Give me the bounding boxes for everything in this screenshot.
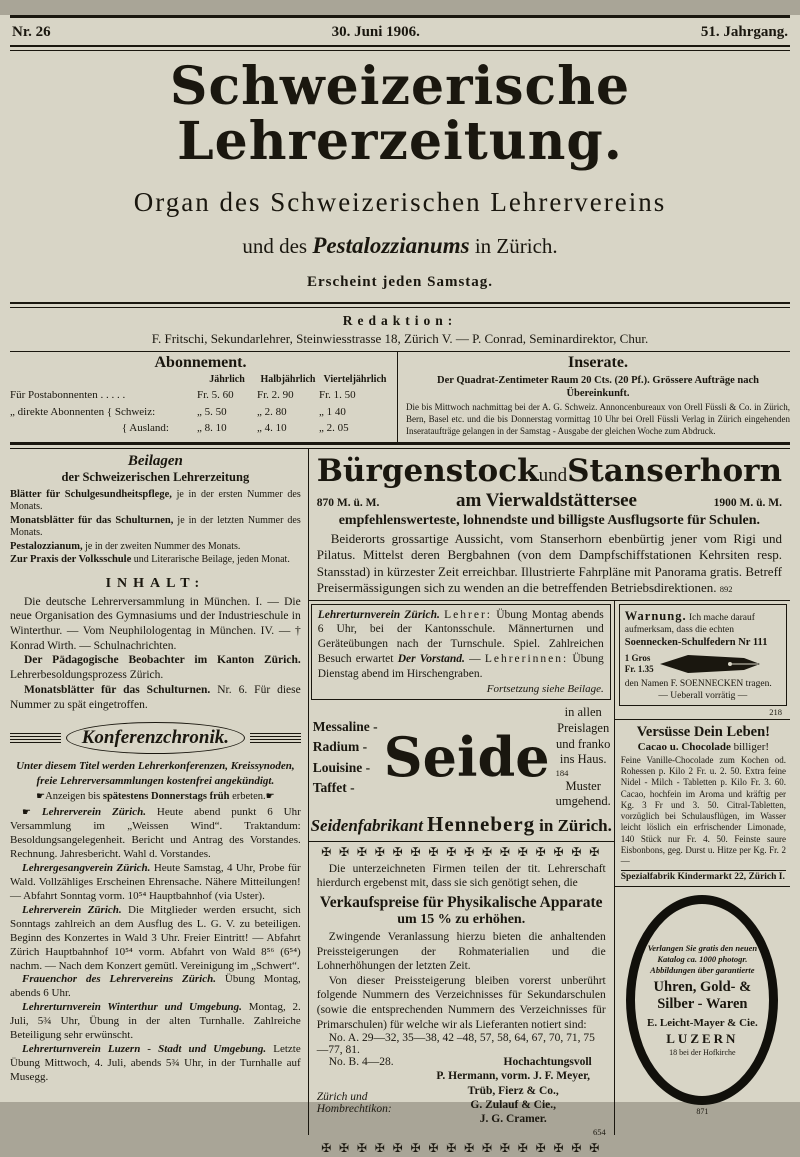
fabrikant-label: Seidenfabrikant <box>310 815 423 835</box>
place-line: Zürich und <box>316 1091 368 1104</box>
ad-number: 871 <box>696 1106 709 1116</box>
item-text: je in der letzten Nummer des Monats. <box>10 514 301 538</box>
ad-number: 184 <box>555 767 569 778</box>
ad-number: 654 <box>592 1126 606 1137</box>
masthead <box>0 56 800 291</box>
item-text: je in der ersten Nummer des Monats. <box>10 488 301 512</box>
table-header-yearly: Jährlich <box>209 374 245 386</box>
buergenstock-ad <box>309 449 790 601</box>
altitude-right: 1900 M. ü. M. <box>713 496 782 509</box>
catalog-numbers: No. A. 29—32, 35—38, 42 –48, 57, 58, 64, 67, 70, 71, 75—77, 81. <box>316 1032 595 1057</box>
ad-subheadline <box>621 741 786 753</box>
entry-lead: Lehrerverein Zürich. <box>22 903 122 916</box>
fabric-name: Taffet - <box>312 779 355 795</box>
ad-headline: Silber - Waren <box>657 995 748 1012</box>
konferenzchronik-title: Konferenzchronik. <box>66 722 245 754</box>
paragraph-lead: Monatsblätter für das Schulturnen. <box>24 683 211 696</box>
table-row-label: „ direkte Abonnenten { Schweiz: <box>10 405 156 418</box>
catalog-offer: Verlangen Sie gratis den neuen Katalog ca. 1000 photogr. Abbildungen über garantierte <box>647 942 758 975</box>
double-rule <box>10 45 790 51</box>
ad-headline: Versüsse Dein Leben! <box>636 723 770 740</box>
notice-post: erbeten. <box>229 790 266 802</box>
seide-headline: Seide <box>383 725 550 790</box>
ornament-lines <box>10 733 61 744</box>
table-cell-empty <box>10 372 197 387</box>
ad-headline: Verkaufspreise für Physikalische Apparate <box>319 894 603 912</box>
price-column <box>625 653 654 675</box>
inhalt-section <box>10 576 301 713</box>
catalog-numbers: No. B. 4—28. <box>328 1056 394 1069</box>
firm-list <box>421 1069 606 1137</box>
item-text: je in der zweiten Nummer des Monats. <box>82 540 241 552</box>
chocolade-ad <box>615 719 790 887</box>
ad-title-mid: und <box>538 464 568 486</box>
offer-text: in allen Preislagen und franko ins Haus. <box>555 705 611 767</box>
table-cell: Fr. 2. 90 <box>257 389 294 402</box>
ad-number: 218 <box>769 706 782 717</box>
ornament-cross-row: ✠ ✠ ✠ ✠ ✠ ✠ ✠ ✠ ✠ ✠ ✠ ✠ ✠ ✠ ✠ ✠ <box>321 844 602 859</box>
entry-text: Heute abend punkt 6 Uhr Versammlung im „Weissen Wind“. Traktandum: Besoldungsangelegenheit. Bericht und Antrag des Vorstandes. Rechnung. Jahresbericht. Wahl d. Vorstandes. <box>10 805 301 860</box>
item-lead: Monatsblätter für das Schulturnen, <box>10 514 174 526</box>
firm-name: G. Zulauf & Cie., <box>470 1098 557 1111</box>
entry-text: Übung Montag, abends 6 Uhr. <box>10 973 301 1000</box>
ad-headline: Uhren, Gold- & <box>653 978 752 995</box>
inserate-section <box>398 352 790 441</box>
advertising-column <box>309 449 790 1156</box>
table-cell: „ 2. 80 <box>257 405 287 418</box>
inhalt-title: INHALT: <box>105 575 206 591</box>
inhalt-paragraph <box>10 683 301 712</box>
abonnement-title: Abonnement. <box>154 354 247 372</box>
item-lead: Zur Praxis der Volksschule <box>10 554 132 565</box>
lehrerturnverein-notice <box>311 604 611 701</box>
table-cell: „ 1 40 <box>319 405 346 418</box>
table-cell: Fr. 1. 50 <box>319 389 356 402</box>
pointing-hand-icon: ☛ <box>265 790 275 802</box>
firm-name: P. Hermann, vorm. J. F. Meyer, <box>436 1070 591 1083</box>
ad-tagline: empfehlenswerteste, lohnendste und billigste Ausflugsorte für Schulen. <box>338 512 761 528</box>
ad-body-text: Beiderorts grossartige Aussicht, vom Stanserhorn ebenbürtig jener vom Rigi und Pilatus. Mittelst deren Bergbahnen (von dem Dampfschiffstationen Kehrsiten resp. Stansstad) in kürzester Zeit erreichbar. Illustrierte Fahrpläne mit Panorama gratis. Betreff Preisermässigungen sich zu wenden an die betreffenden Betriebsdirektionen. <box>316 530 782 595</box>
warning-text: den Namen F. SOENNECKEN tragen. <box>624 678 772 689</box>
table-cell: „ 8. 10 <box>197 422 227 435</box>
lake-name: am Vierwaldstättersee <box>456 489 637 511</box>
entry-text: Letzte Übung Mittwoch, 4. Juli, abends 5¾ Uhr, in der Turnhalle auf Musegg. <box>10 1043 301 1084</box>
table-header-quarter: Vierteljährlich <box>323 374 387 386</box>
issue-date: 30. Juni 1906. <box>331 24 420 40</box>
abonnement-table <box>10 372 391 437</box>
warning-line <box>625 608 781 637</box>
closing-formula: Hochachtungsvoll <box>503 1056 592 1069</box>
signature-place <box>317 1091 421 1115</box>
konferenz-entry <box>10 806 301 862</box>
city-label: in Zürich. <box>539 815 612 835</box>
editorial-column <box>10 449 309 1135</box>
ad-subheadline: um 15 % zu erhöhen. <box>397 912 526 928</box>
pesta-name: Pestalozzianums <box>312 233 470 259</box>
konferenz-entry <box>10 1001 301 1043</box>
warning-text: Ich mache darauf aufmerksam, dass die echten <box>624 612 755 635</box>
entry-lead: Lehrerturnverein Winterthur und Umgebung. <box>22 1001 242 1014</box>
ad-body <box>317 531 782 597</box>
table-row-label: { Ausland: <box>121 422 169 435</box>
paragraph-text: Lehrerbesoldungsprozess Zürich. <box>10 669 164 682</box>
konferenz-notice <box>10 791 301 802</box>
item-lead: Pestalozzianum, <box>10 540 83 552</box>
lehrerinnen-label: Lehrerinnen: <box>484 653 569 666</box>
sub-rest: billiger! <box>730 740 770 753</box>
beilagen-item <box>10 488 301 514</box>
firm-name: E. Leicht-Mayer & Cie. <box>647 1016 758 1029</box>
entry-lead: Frauenchor des Lehrervereins Zürich. <box>22 973 216 986</box>
henneberg-name: Henneberg <box>426 811 536 836</box>
firm-name: J. G. Cramer. <box>479 1113 547 1126</box>
apparate-ad <box>309 861 614 1138</box>
konferenzchronik-banner <box>10 722 301 754</box>
ad-footer: Spezialfabrik Kindermarkt 22, Zürich I. <box>620 871 785 882</box>
konferenz-entry <box>10 862 301 904</box>
entry-text: Heute Samstag, 4 Uhr, Probe für Wald. Vollzähliges Erscheinen Ehrensache. Nähere Mitteilungen! — Abfahrt Sonntag vorm. 10⁵⁴ Hauptbahnhof (via Uster). <box>10 861 301 902</box>
soennecken-ad <box>619 604 787 706</box>
pesta-pre: und des <box>242 234 308 259</box>
inhalt-paragraph <box>10 595 301 654</box>
inserate-title: Inserate. <box>568 354 628 372</box>
abonnement-section <box>10 352 398 441</box>
oval-frame <box>626 895 778 1105</box>
beilagen-subtitle: der Schweizerischen Lehrerzeitung <box>61 469 250 484</box>
city-name: LUZERN <box>666 1030 739 1046</box>
gros-label: 1 Gros <box>624 653 651 664</box>
entry-text: Die Mitglieder werden ersucht, sich Sonntags zahlreich an dem Ausflug des L. G. V. zu beteiligen. Beginn des Konzertes in Wald 3 Uhr. Freier Eintritt! — Abfahrt Zürich Hauptbahnhof 10⁵⁴ vorm. Abfahrt von Wald 8⁵⁶ (6⁵⁴) nachm. — Nach dem Konzert gemütl. Vereinigung im „Schwert“. <box>10 903 301 972</box>
issue-volume: 51. Jahrgang. <box>700 24 788 40</box>
newspaper-front-page <box>0 15 800 1156</box>
entry-text: Montag, 2. Juli, 5¾ Uhr, Übung in der alten Turnhalle. Zahlreiche Beteiligung sehr erwünscht. <box>10 1001 301 1042</box>
heavy-rule <box>10 442 790 449</box>
ad-paragraph: Zwingende Veranlassung hierzu bieten die anhaltenden Preissteigerungen der Rohmaterialien und die Lohnerhöhungen der letzten Zeit. <box>316 931 606 973</box>
konferenz-entry <box>10 973 301 1001</box>
ornament-cross-row: ✠ ✠ ✠ ✠ ✠ ✠ ✠ ✠ ✠ ✠ ✠ ✠ ✠ ✠ ✠ ✠ <box>321 1141 602 1156</box>
seide-signature <box>309 810 614 842</box>
ad-intro: Die unterzeichneten Firmen teilen der tit. Lehrerschaft hierdurch ergebenst mit, dass sie sich genötigt sehen, die <box>316 862 606 890</box>
price-label: Fr. 1.35 <box>624 663 654 674</box>
entry-lead: Lehrerturnverein Luzern - Stadt und Umgebung. <box>22 1043 267 1056</box>
notice-lead: Lehrerturnverein Zürich. <box>317 608 440 621</box>
inhalt-paragraph <box>10 653 301 682</box>
schedule-line: Erscheint jeden Samstag. <box>306 274 494 291</box>
table-cell: „ 4. 10 <box>257 422 287 435</box>
newspaper-title: Schweizerische Lehrerzeitung. <box>169 56 631 172</box>
beilagen-title: Beilagen <box>127 452 183 469</box>
inserate-details: Die bis Mittwoch nachmittag bei der A. G. Schweiz. Annoncenbureaux von Orell Füssli & Co. in Zürich, Bern, Basel etc. und die bis Donnerstag vormittag 10 Uhr bei Orell Füssli Verlag in Zürich eingehenden Inserataufträge gelangen in der Samstag - Ausgabe der gleichen Woche zum Abdruck. <box>406 402 790 436</box>
redaktion-label: Redaktion: <box>342 313 458 329</box>
pestalozzianum-line <box>0 233 800 259</box>
lehrer-label: Lehrer: <box>444 608 492 621</box>
signature-block <box>317 1069 606 1137</box>
table-cell: „ 2. 05 <box>319 422 349 435</box>
ad-title-right: Stanserhorn <box>567 452 782 489</box>
firm-name: Trüb, Fierz & Co., <box>467 1084 559 1097</box>
product-name: Soennecken-Schulfedern Nr 111 <box>624 637 768 649</box>
pesta-post: in Zürich. <box>474 234 558 259</box>
place-line: Hombrechtikon: <box>316 1103 392 1116</box>
offer-text: Muster umgehend. <box>555 778 611 809</box>
pointing-hand-icon: ☛ <box>36 790 46 802</box>
konferenz-entry <box>10 1043 301 1085</box>
notice-pre: Anzeigen bis <box>45 790 103 802</box>
notice-sep: — <box>464 653 485 666</box>
ornament-lines <box>250 733 301 744</box>
table-cell: Fr. 5. 60 <box>197 389 234 402</box>
organ-line: Organ des Schweizerischen Lehrervereins <box>133 187 667 218</box>
paragraph-lead: Der Pädagogische Beobachter im Kanton Zürich. <box>24 654 301 667</box>
beilagen-item <box>10 553 301 567</box>
vorstand-label: Der Vorstand. <box>397 653 465 666</box>
notice-bold: spätestens Donnerstags früh <box>102 790 230 802</box>
page-body <box>10 449 790 1156</box>
ad-body: Feine Vanille-Chocolade zum Kochen od. Rohessen p. Kilo 2 Fr. u. 2. 50. Extra feine Nidel - Milch - Tabletten p. Kilo Fr. 3. 60. Cacao, hochfein im Aroma und kräftig per Kg. 3 Fr und 3. 50. Citral-Tabletten, vorzüglich bei Schulausflügen, im Wasser leicht löslich ein erfrischender Limonade, 140 Stück nur Fr. 4. 50. Feinste saure Eisbonbons, geg. Durst u. Hitze per Kg. Fr. 2 — <box>620 754 786 867</box>
item-text: und Literarische Beilage, jeden Monat. <box>131 554 290 565</box>
fabric-list <box>313 717 378 798</box>
lower-ad-row <box>309 601 790 1156</box>
konferenz-intro: Unter diesem Titel werden Lehrerkonferenzen, Kreissynoden, freie Lehrerversammlungen kostenfrei angekündigt. <box>16 760 295 787</box>
issue-info-bar <box>10 15 790 45</box>
entry-lead: Lehrerverein Zürich. <box>41 805 146 818</box>
entry-lead: Lehrergesangverein Zürich. <box>22 861 151 874</box>
paragraph-text: Die deutsche Lehrerversammlung in München. I. — Die neue Organisation des Gymnasiums und der Industrieschule in Winterthur. — Vom Neuphilologentag in München. IV. — † Konrad Wirth. — Schulnachrichten. <box>10 595 301 652</box>
beilagen-section <box>10 453 301 567</box>
fabric-name: Louisine - <box>312 759 371 775</box>
warning-title: Warnung. <box>624 608 687 623</box>
availability-line: — Ueberall vorrätig — <box>658 691 748 702</box>
fabric-name: Radium - <box>312 739 368 755</box>
notice-text: Übung Montag abends 6 Uhr, bei der Kantonsschule. Männerturnen und Geräteübungen nach der Turnschule. Spiel. Zahlreichen Besuch erwartet <box>317 608 604 666</box>
table-row-label: Für Postabonnenten . . . . . <box>10 389 126 402</box>
right-ads-column <box>615 601 790 1135</box>
subscription-inserate-row <box>10 352 790 441</box>
ad-title-left: Bürgenstock <box>316 452 539 489</box>
ad-paragraph: Von dieser Preissteigerung bleiben vorerst unberührt folgende Nummern des Verzeichnisses für Sekundarschulen (sowie die entsprechenden Nummern des Verzeichnisses für Primarschulen) für welche wir als Lieferanten notiert sind: <box>316 974 606 1031</box>
notice-text: Übung Dienstag abend im Hirschengraben. <box>317 653 604 681</box>
address-line: 18 bei der Hofkirche <box>669 1047 736 1057</box>
beilagen-item <box>10 540 301 554</box>
middle-ads-column <box>309 601 615 1156</box>
ad-title-row <box>317 453 782 489</box>
pointing-hand-icon: ☛ <box>22 806 31 818</box>
paragraph-text: Nr. 6. Für diese Nummer zu spät eingetroffen. <box>10 683 301 711</box>
uhren-ad <box>615 887 790 1135</box>
seide-ad <box>309 700 614 809</box>
seide-offer <box>556 705 611 809</box>
catalog-closing-row <box>317 1056 606 1068</box>
ad-altitude-row <box>317 490 782 512</box>
notice-footer: Fortsetzung siehe Beilage. <box>486 683 604 696</box>
redaktion-block <box>10 308 790 352</box>
ad-number: 892 <box>719 584 733 594</box>
konferenz-entry <box>10 904 301 974</box>
redaktion-names: F. Fritschi, Sekundarlehrer, Steinwiesstrasse 18, Zürich V. — P. Conrad, Seminardirektor, Chur. <box>151 331 649 347</box>
nib-row <box>625 652 781 676</box>
sub-bold: Cacao u. Chocolade <box>637 740 731 753</box>
pen-nib-image <box>658 652 762 676</box>
altitude-left: 870 M. ü. M. <box>316 496 380 509</box>
fabric-name: Messaline - <box>312 719 378 735</box>
table-cell: „ 5. 50 <box>197 405 227 418</box>
inserate-rates: Der Quadrat-Zentimeter Raum 20 Cts. (20 Pf.). Grössere Aufträge nach Übereinkunft. <box>437 375 759 400</box>
issue-number: Nr. 26 <box>12 24 51 40</box>
beilagen-item <box>10 514 301 540</box>
table-header-half: Halbjährlich <box>260 374 316 386</box>
item-lead: Blätter für Schulgesundheitspflege, <box>10 488 172 500</box>
